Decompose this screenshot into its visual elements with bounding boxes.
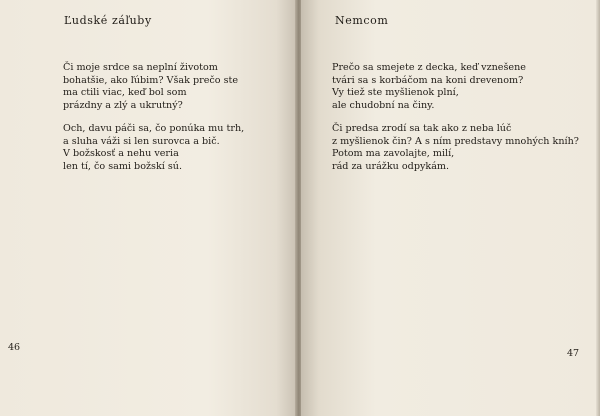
page-title-left: Ľudské záľuby: [64, 14, 152, 27]
poem-line: ale chudobní na činy.: [332, 99, 435, 111]
poem-line: Či moje srdce sa neplní životom: [63, 62, 218, 73]
right-page: [301, 0, 600, 416]
poem-line: prázdny a zlý a ukrutný?: [63, 99, 183, 111]
poem-line: Potom ma zavolajte, milí,: [332, 148, 455, 159]
poem-line: bohatšie, ako ľúbim? Však prečo ste: [63, 74, 239, 86]
poem-line: Och, davu páči sa, čo ponúka mu trh,: [63, 123, 245, 134]
left-page: [0, 0, 297, 416]
poem-line: Vy tiež ste myšlienok plní,: [332, 87, 459, 98]
poem-line: len tí, čo sami božskí sú.: [63, 160, 183, 172]
stanza-2-right: [332, 123, 579, 173]
stanza-1-left: [63, 62, 238, 112]
poem-line: z myšlienok čin? A s ním predstavy mnohých kníh?: [332, 135, 579, 147]
poem-line: Prečo sa smejete z decka, keď vznešene: [332, 62, 526, 73]
poem-line: ma ctili viac, keď bol som: [63, 87, 187, 98]
poem-line: V božskosť a nehu veria: [63, 148, 179, 159]
stanza-1-right: [332, 62, 526, 112]
page-number-right: 47: [567, 348, 580, 359]
stanza-2-left: [63, 123, 244, 173]
poem-line: Či predsa zrodí sa tak ako z neba lúč: [332, 123, 512, 134]
page-edge: [596, 0, 600, 416]
poem-line: a sluha váži si len surovca a bič.: [63, 135, 220, 147]
page-number-left: 46: [8, 342, 21, 353]
poem-line: rád za urážku odpykám.: [332, 160, 450, 172]
page-title-right: Nemcom: [335, 14, 389, 27]
poem-line: tvári sa s korbáčom na koni drevenom?: [332, 74, 524, 86]
